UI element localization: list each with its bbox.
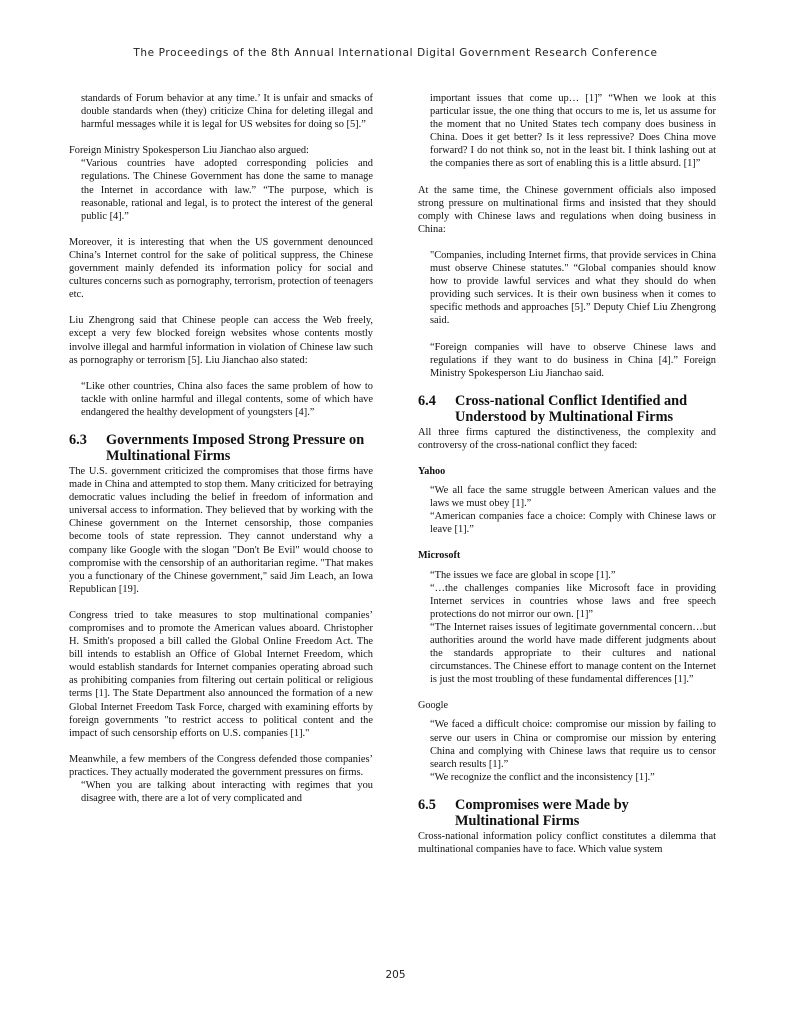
paragraph: Cross-national information policy conflict constitutes a dilemma that multinational companies have to face. Which value system xyxy=(418,830,716,856)
section-title: Cross-national Conflict Identified and Understood by Multinational Firms xyxy=(455,392,688,426)
paragraph: At the same time, the Chinese government officials also imposed strong pressure on multinational firms and insisted that they should comply with Chinese laws and regulations when doing business in China: xyxy=(418,184,716,235)
paragraph: Meanwhile, a few members of the Congress defended those companies’ practices. They actually moderated the government pressures on firms. xyxy=(69,753,373,778)
right-column xyxy=(418,92,716,856)
quote-google-2: “We recognize the conflict and the inconsistency [1].” xyxy=(430,771,655,783)
running-header: The Proceedings of the 8th Annual International Digital Government Research Conference xyxy=(133,47,658,59)
quote-yahoo-2: “American companies face a choice: Comply with Chinese laws or leave [1].” xyxy=(430,511,716,536)
quote-google-1: “We faced a difficult choice: compromise our mission by failing to serve our users in China or compromise our mission by entering China and complying with Chinese laws that require us to censor search results [1].” xyxy=(430,719,716,770)
block-quote: “When you are talking about interacting with regimes that you disagree with, there are a lot of very complicated and xyxy=(81,780,373,805)
section-number: 6.4 xyxy=(418,392,436,409)
quote-microsoft-1: “The issues we face are global in scope [1].” xyxy=(430,569,616,581)
block-quote: “Like other countries, China also faces the same problem of how to tackle with online harmful and illegal contents, some of which have endangered the healthy development of youngsters [4].” xyxy=(81,380,373,418)
block-quote-continuation: important issues that come up… [1]” “When we look at this particular issue, the one thing that occurs to me is, let us assume for the moment that no United States tech company does business in China. Does it get better? Is it less repressive? Does China move forward? I do not think so, not in the least bit. I think lashing out at the companies there as sort of enabling this is a little absurd. [1]” xyxy=(430,93,716,170)
paragraph: All three firms captured the distinctiveness, the complexity and controversy of the cross-national conflict they faced: xyxy=(418,426,716,451)
left-column xyxy=(69,92,373,805)
page-number: 205 xyxy=(385,969,406,981)
section-heading-6-3 xyxy=(69,432,373,465)
section-number: 6.5 xyxy=(418,796,436,813)
quote-yahoo-1: “We all face the same struggle between American values and the laws we must obey [1].” xyxy=(430,485,716,510)
subheading-microsoft: Microsoft xyxy=(418,550,461,562)
subheading-google: Google xyxy=(418,700,448,712)
paragraph: Liu Zhengrong said that Chinese people can access the Web freely, except a very few blocked foreign websites whose contents mostly involve illegal and harmful information in violation of Chinese law such as pornography or terrorism [5]. Liu Jianchao also stated: xyxy=(69,315,373,366)
quote-microsoft-2: “…the challenges companies like Microsoft face in providing Internet services in countries whose laws and free speech protections do not mirror our own. [1]” xyxy=(430,582,716,620)
subheading-yahoo: Yahoo xyxy=(418,465,446,477)
section-heading-6-4 xyxy=(418,393,716,426)
paragraph-intro: Foreign Ministry Spokesperson Liu Jianchao also argued: xyxy=(69,145,309,157)
section-heading-6-5 xyxy=(418,797,716,830)
block-quote: "Companies, including Internet firms, that provide services in China must observe Chinese statutes." “Global companies should know how to provide lawful services and what they should do when providing such services. It is their own business when it comes to specific methods and approaches [5].” Deputy Chief Liu Zhengrong said. xyxy=(430,249,716,327)
section-number: 6.3 xyxy=(69,431,87,448)
paragraph: Moreover, it is interesting that when the US government denounced China’s Internet control for the sake of political suppress, the Chinese government mainly defended its information policy for social and cultures concerns such as pornography, terrorism, protection of teenagers etc. xyxy=(69,236,374,301)
section-title: Governments Imposed Strong Pressure on Multinational Firms xyxy=(106,431,365,465)
block-quote: “Various countries have adopted corresponding policies and regulations. The Chinese Government has done the same to manage the Internet in accordance with law.” “The purpose, which is reasonable, rational and legal, is to protect the interest of the general public [4].” xyxy=(81,158,373,222)
paragraph: The U.S. government criticized the compromises that those firms have made in China and attempted to stop them. Many criticized for betraying democratic values including the belief in freedom of information and universal access to information. They believed that by working with the Chinese government on the Internet censorship, those companies become tools of state repression. They cannot understand why a company like Google with the slogan "Don't Be Evil" would choose to compromise with the censorship of an authoritarian regime. "That makes you a functionary of the Chinese government," said Jim Leach, an Iowa Republican [19]. xyxy=(69,465,373,595)
quote-microsoft-3: “The Internet raises issues of legitimate governmental concern…but authorities around the world have made different judgments about the standards appropriate to their cultures and national circumstances. The Chinese effort to manage content on the Internet is just the most troubling of these fundamental differences [1].” xyxy=(430,621,716,686)
paragraph-quote-continuation: standards of Forum behavior at any time.’ It is unfair and smacks of double standards when (they) criticize China for deleting illegal and harmful messages while it is legal for US websites for doing so [5].” xyxy=(81,93,373,131)
section-title: Compromises were Made by Multinational Firms xyxy=(455,796,629,830)
paragraph: Congress tried to take measures to stop multinational companies’ compromises and to promote the American values aboard. Christopher H. Smith's proposed a bill called the Global Online Freedom Act. The bill intends to establish an Office of Global Internet Freedom, which would establish standards for Internet companies operating abroad such as prohibiting companies from filtering out certain political or religious terms [1]. The State Department also announced the formation of a new Global Internet Freedom Task Force, charged with examining efforts by foreign governments "to restrict access to political content and the impact of such censorship efforts on U.S. companies [1]." xyxy=(69,609,373,739)
block-quote: “Foreign companies will have to observe Chinese laws and regulations if they want to do business in China [4].” Foreign Ministry Spokesperson Liu Jianchao said. xyxy=(430,341,716,379)
